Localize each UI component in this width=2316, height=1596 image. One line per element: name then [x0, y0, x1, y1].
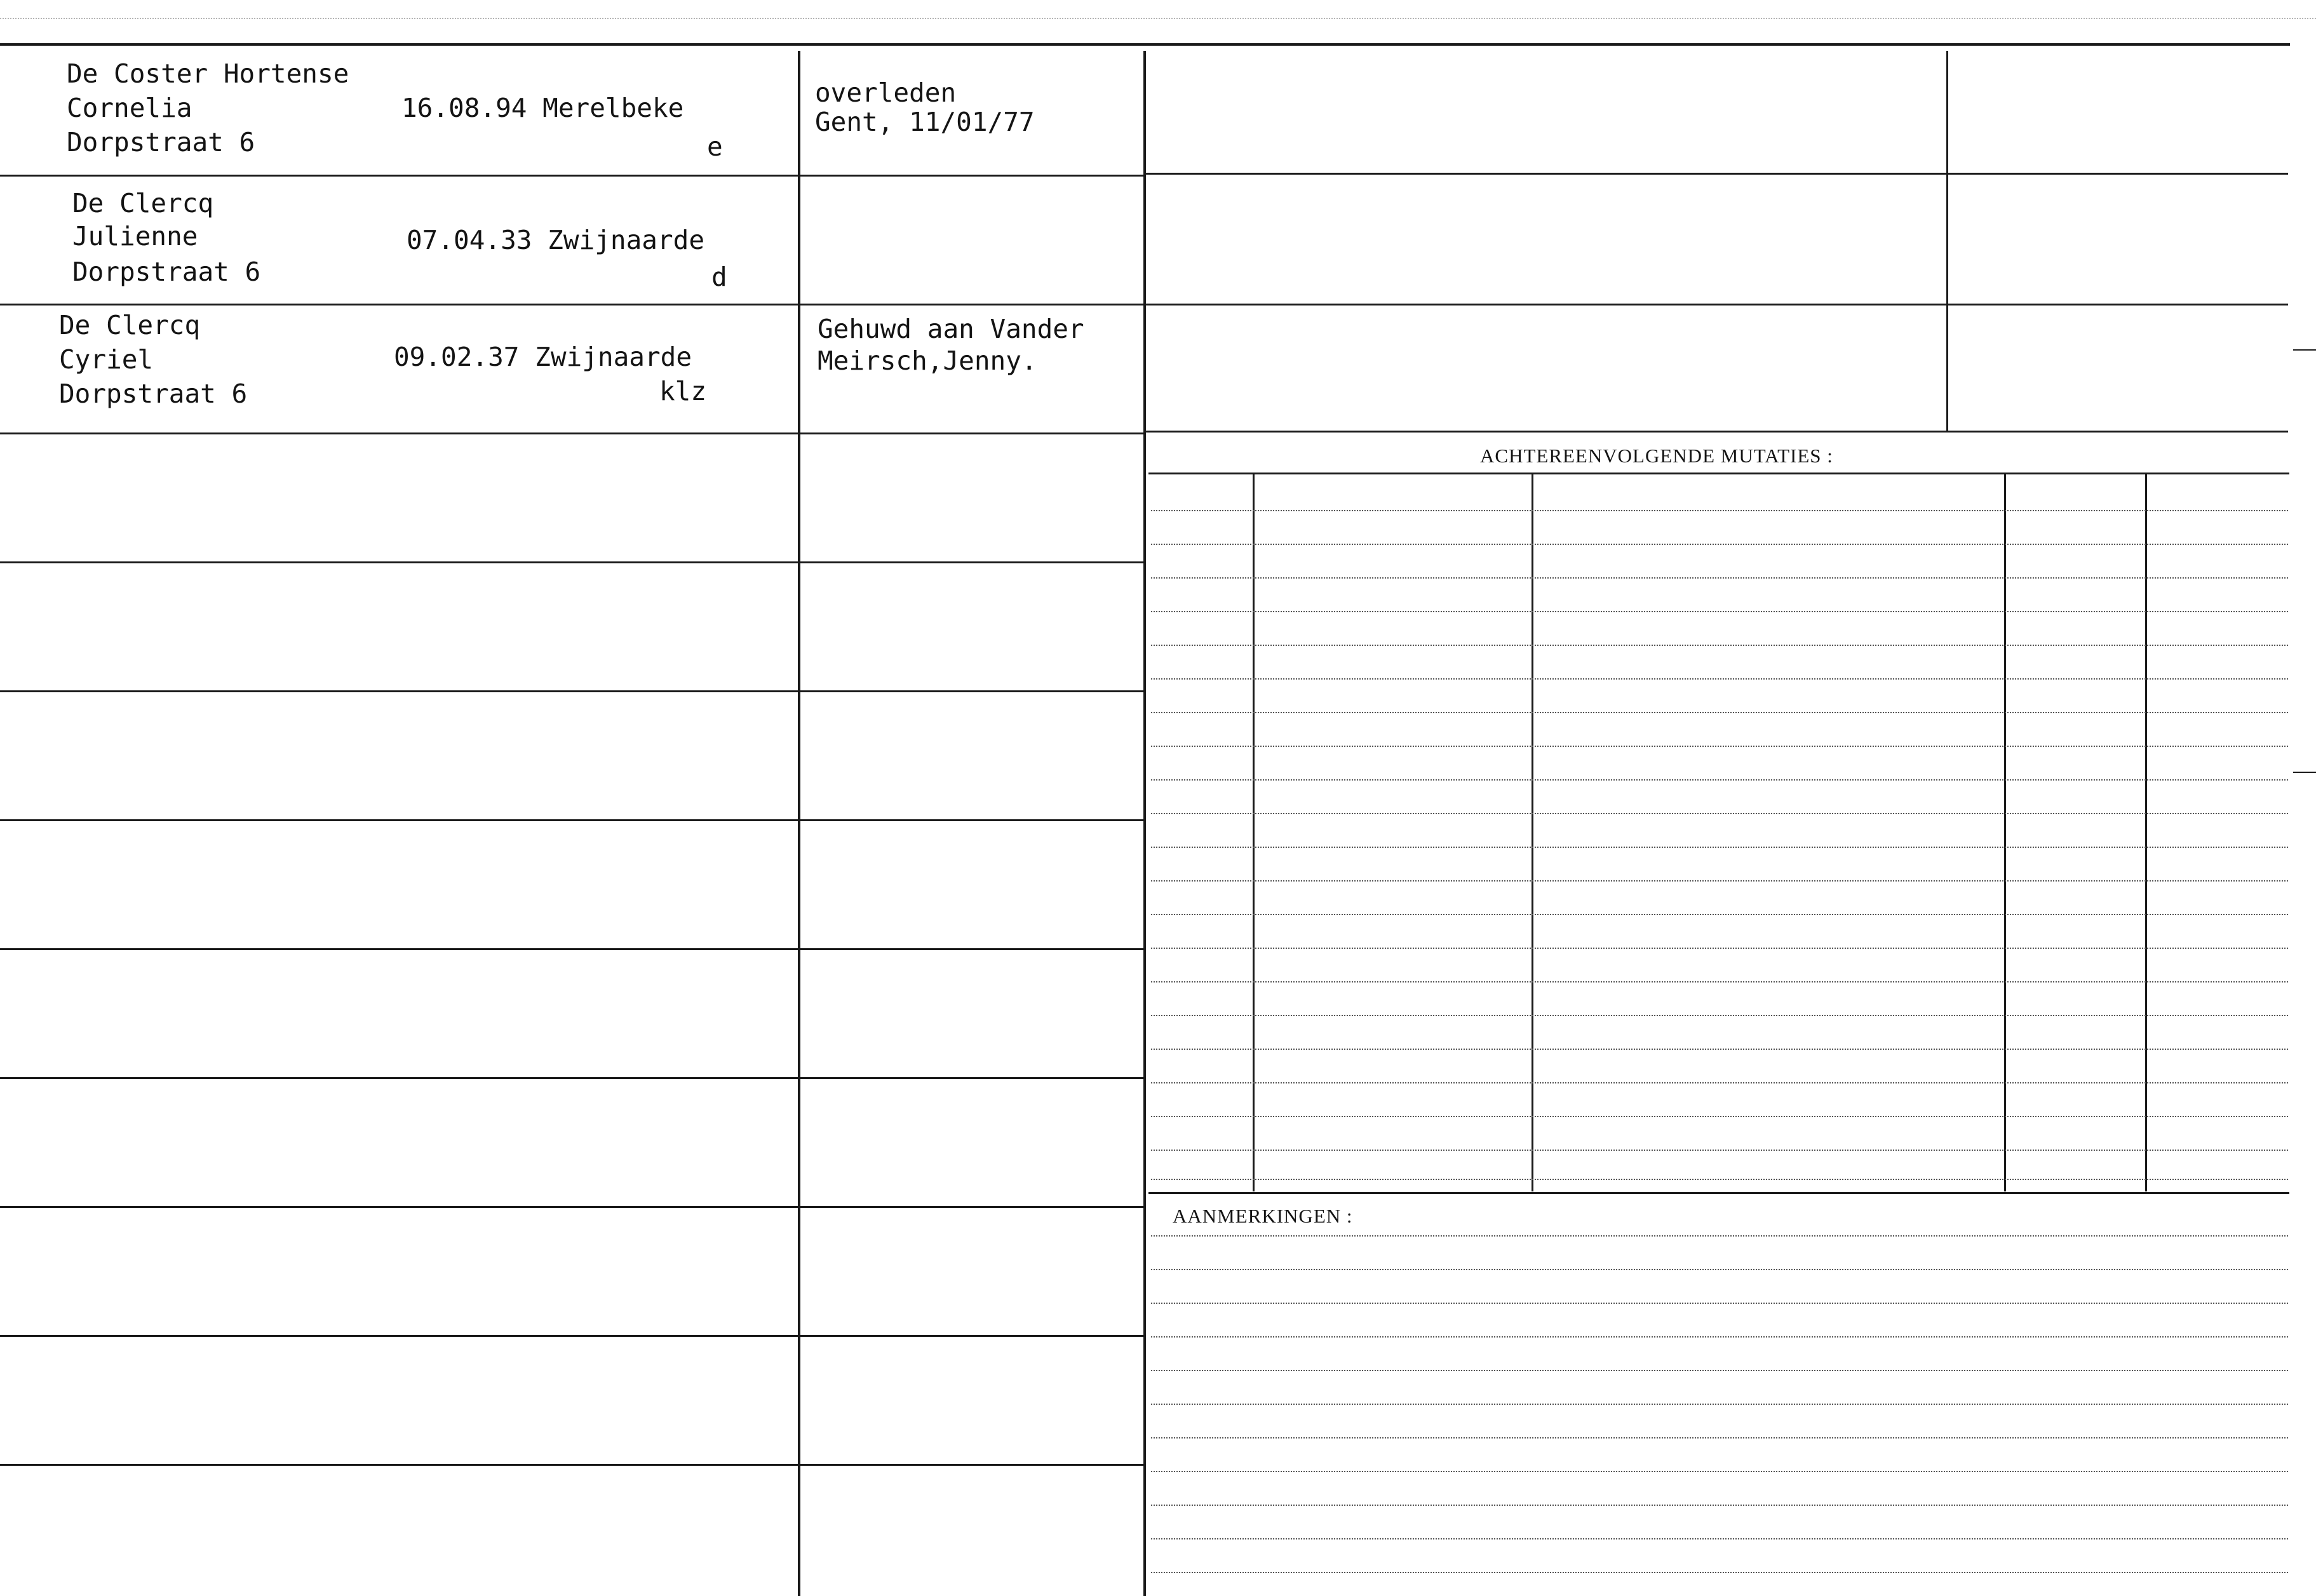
record-birth: 09.02.37 Zwijnaarde — [394, 342, 692, 372]
ruled-line — [1151, 577, 2288, 579]
ruled-line — [1151, 1572, 2288, 1573]
ruled-line — [1151, 880, 2288, 882]
row-separator — [0, 690, 1143, 692]
ruled-line — [1151, 1437, 2288, 1438]
record-name-line: Cyriel — [59, 344, 154, 375]
record-code: e — [707, 131, 723, 162]
mutaties-column-divider — [1253, 474, 1255, 1191]
mutaties-column-divider — [2145, 474, 2147, 1191]
ruled-line — [1151, 1235, 2288, 1237]
row-separator — [0, 433, 1143, 434]
ruled-line — [1151, 712, 2288, 713]
ruled-line — [1151, 611, 2288, 612]
edge-tick — [2293, 772, 2316, 773]
row-separator — [0, 948, 1143, 950]
ruled-line — [1151, 981, 2288, 982]
row-separator — [0, 1464, 1143, 1466]
ruled-line — [1151, 779, 2288, 781]
record-name-line: De Coster Hortense — [67, 58, 349, 89]
right-row-separator — [1143, 431, 2288, 433]
record-code: d — [711, 262, 727, 292]
record-code: klz — [659, 376, 707, 406]
ruled-line — [1151, 847, 2288, 848]
record-name-line: Dorpstraat 6 — [67, 127, 255, 158]
top-border — [0, 43, 2290, 46]
row-separator — [0, 304, 1143, 305]
ruled-line — [1151, 645, 2288, 646]
ruled-line — [1151, 1150, 2288, 1151]
ruled-line — [1151, 1538, 2288, 1539]
record-name-line: Cornelia — [67, 93, 192, 123]
record-remark-line: overleden — [815, 77, 957, 108]
mutaties-column-divider — [2004, 474, 2006, 1191]
row-separator — [0, 1335, 1143, 1337]
row-separator — [0, 1077, 1143, 1079]
mutaties-column-divider — [1532, 474, 1533, 1191]
record-name-line: Dorpstraat 6 — [59, 379, 248, 409]
ruled-line — [1151, 1303, 2288, 1304]
mutaties-bottom-border — [1148, 1192, 2289, 1194]
ruled-line — [1151, 1269, 2288, 1270]
record-name-line: Dorpstraat 6 — [72, 257, 261, 287]
record-remark-line: Meirsch,Jenny. — [818, 345, 1037, 376]
ruled-line — [1151, 1336, 2288, 1338]
record-name-line: De Clercq — [59, 310, 201, 340]
record-name-line: Julienne — [72, 221, 198, 251]
ruled-line — [1151, 1505, 2288, 1506]
ruled-line — [1151, 678, 2288, 680]
record-remark-line: Gehuwd aan Vander — [818, 314, 1084, 344]
record-birth: 16.08.94 Merelbeke — [401, 93, 684, 123]
record-birth: 07.04.33 Zwijnaarde — [407, 225, 704, 255]
ruled-line — [1151, 1404, 2288, 1405]
edge-tick — [2293, 349, 2316, 351]
ruled-line — [1151, 813, 2288, 814]
row-separator — [0, 819, 1143, 821]
record-name-line: De Clercq — [72, 188, 214, 218]
mutaties-top-border — [1148, 473, 2289, 474]
ruled-line — [1151, 1015, 2288, 1016]
ruled-line — [1151, 544, 2288, 545]
ruled-line — [1151, 1116, 2288, 1117]
divider-remark-right — [1143, 51, 1146, 1596]
right-row-separator — [1143, 173, 2288, 175]
record-remark-line: Gent, 11/01/77 — [815, 107, 1035, 137]
ruled-line — [1151, 1370, 2288, 1371]
ruled-line — [1151, 510, 2288, 511]
ruled-line — [1151, 1082, 2288, 1083]
right-row-separator — [1143, 304, 2288, 305]
scan-noise-top — [0, 18, 2316, 34]
divider-right-upper — [1946, 51, 1948, 431]
mutaties-heading: ACHTEREENVOLGENDE MUTATIES : — [1480, 445, 1833, 467]
ruled-line — [1151, 1049, 2288, 1050]
row-separator — [0, 175, 1143, 177]
row-separator — [0, 1206, 1143, 1208]
ruled-line — [1151, 948, 2288, 949]
ruled-line — [1151, 914, 2288, 915]
divider-name-remark — [798, 51, 800, 1596]
ruled-line — [1151, 1471, 2288, 1472]
ruled-line — [1151, 1179, 2288, 1180]
row-separator — [0, 561, 1143, 563]
aanmerkingen-heading: AANMERKINGEN : — [1173, 1205, 1353, 1227]
ruled-line — [1151, 746, 2288, 747]
